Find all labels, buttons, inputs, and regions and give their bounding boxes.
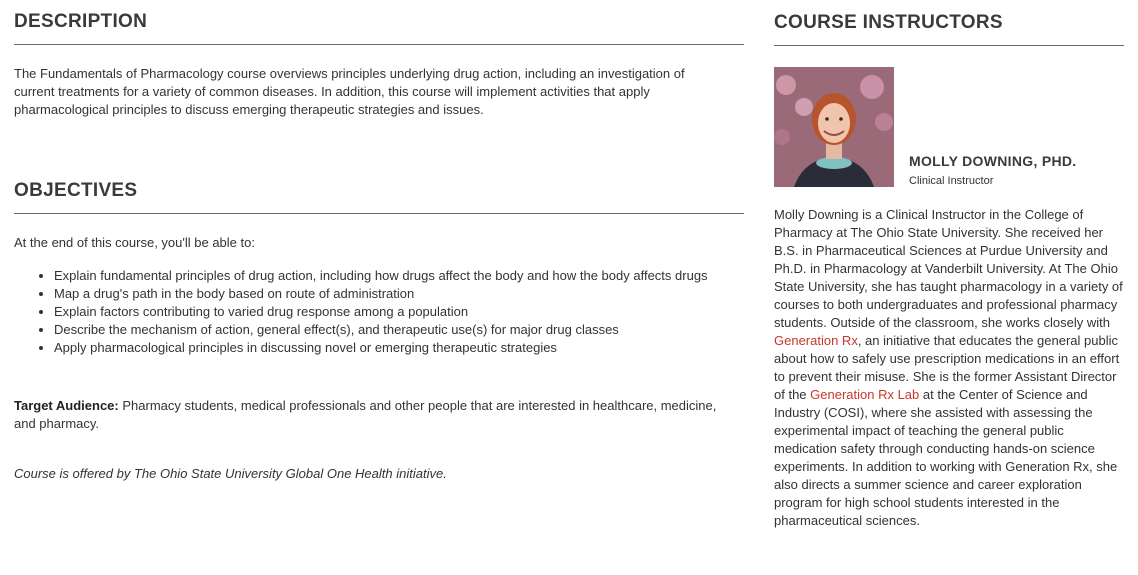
objectives-intro: At the end of this course, you'll be able to: — [14, 235, 255, 250]
instructor-name: MOLLY DOWNING, PHD. — [909, 153, 1077, 169]
objective-item: • Describe the mechanism of action, general effect(s), and therapeutic use(s) for major drug classes — [54, 321, 744, 339]
instructor-portrait-image — [774, 67, 894, 187]
objective-item: • Map a drug's path in the body based on route of administration — [54, 285, 744, 303]
bio-text: at the Center of Science and Industry (COSI), where she assisted with assessing the experimental impact of teaching the general public medication safety through conducting hands-on science experiments. In addition to working with Generation Rx, she also directs a summer science and career exploration program for high school students interested in the pharmaceutical sciences. — [774, 387, 1118, 528]
objective-item: • Apply pharmacological principles in discussing novel or emerging therapeutic strategies — [54, 339, 744, 357]
target-audience-label: Target Audience: — [14, 398, 119, 413]
description-divider — [14, 44, 744, 45]
instructor-bio — [774, 206, 1124, 530]
description-heading: DESCRIPTION — [14, 11, 148, 32]
instructors-heading: COURSE INSTRUCTORS — [774, 12, 1003, 33]
generation-rx-link[interactable]: Generation Rx — [774, 333, 858, 348]
instructor-photo — [774, 67, 894, 187]
target-audience — [14, 397, 734, 433]
bio-text: Molly Downing is a Clinical Instructor in the College of Pharmacy at The Ohio State University. She received her B.S. in Pharmaceutical Sciences at Purdue University and Ph.D. in Pharmacology at Vanderbilt University. At The Ohio State University, she has taught pharmacology in a variety of courses to both undergraduates and professional pharmacy students. Outside of the classroom, she works closely with — [774, 207, 1123, 330]
objective-item: • Explain factors contributing to varied drug response among a population — [54, 303, 744, 321]
course-offered-note: Course is offered by The Ohio State University Global One Health initiative. — [14, 466, 447, 481]
target-audience-text: Pharmacy students, medical professionals and other people that are interested in healthcare, medicine, and pharmacy. — [14, 398, 717, 431]
description-text: The Fundamentals of Pharmacology course overviews principles underlying drug action, including an investigation of current treatments for a variety of common diseases. In addition, this course will implement activities that apply pharmacological principles to discuss emerging therapeutic strategies and issues. — [14, 66, 685, 117]
bio-text: , an initiative that educates the general public about how to safely use prescription medications in an effort to prevent their misuse. She is the former Assistant Director of the — [774, 333, 1120, 402]
objectives-heading: OBJECTIVES — [14, 180, 138, 201]
objectives-divider — [14, 213, 744, 214]
generation-rx-lab-link[interactable]: Generation Rx Lab — [810, 387, 920, 402]
objectives-list — [14, 267, 744, 357]
objective-item: • Explain fundamental principles of drug action, including how drugs affect the body and how the body affects drugs — [54, 267, 744, 285]
instructor-role: Clinical Instructor — [909, 175, 994, 187]
instructors-divider — [774, 45, 1124, 46]
